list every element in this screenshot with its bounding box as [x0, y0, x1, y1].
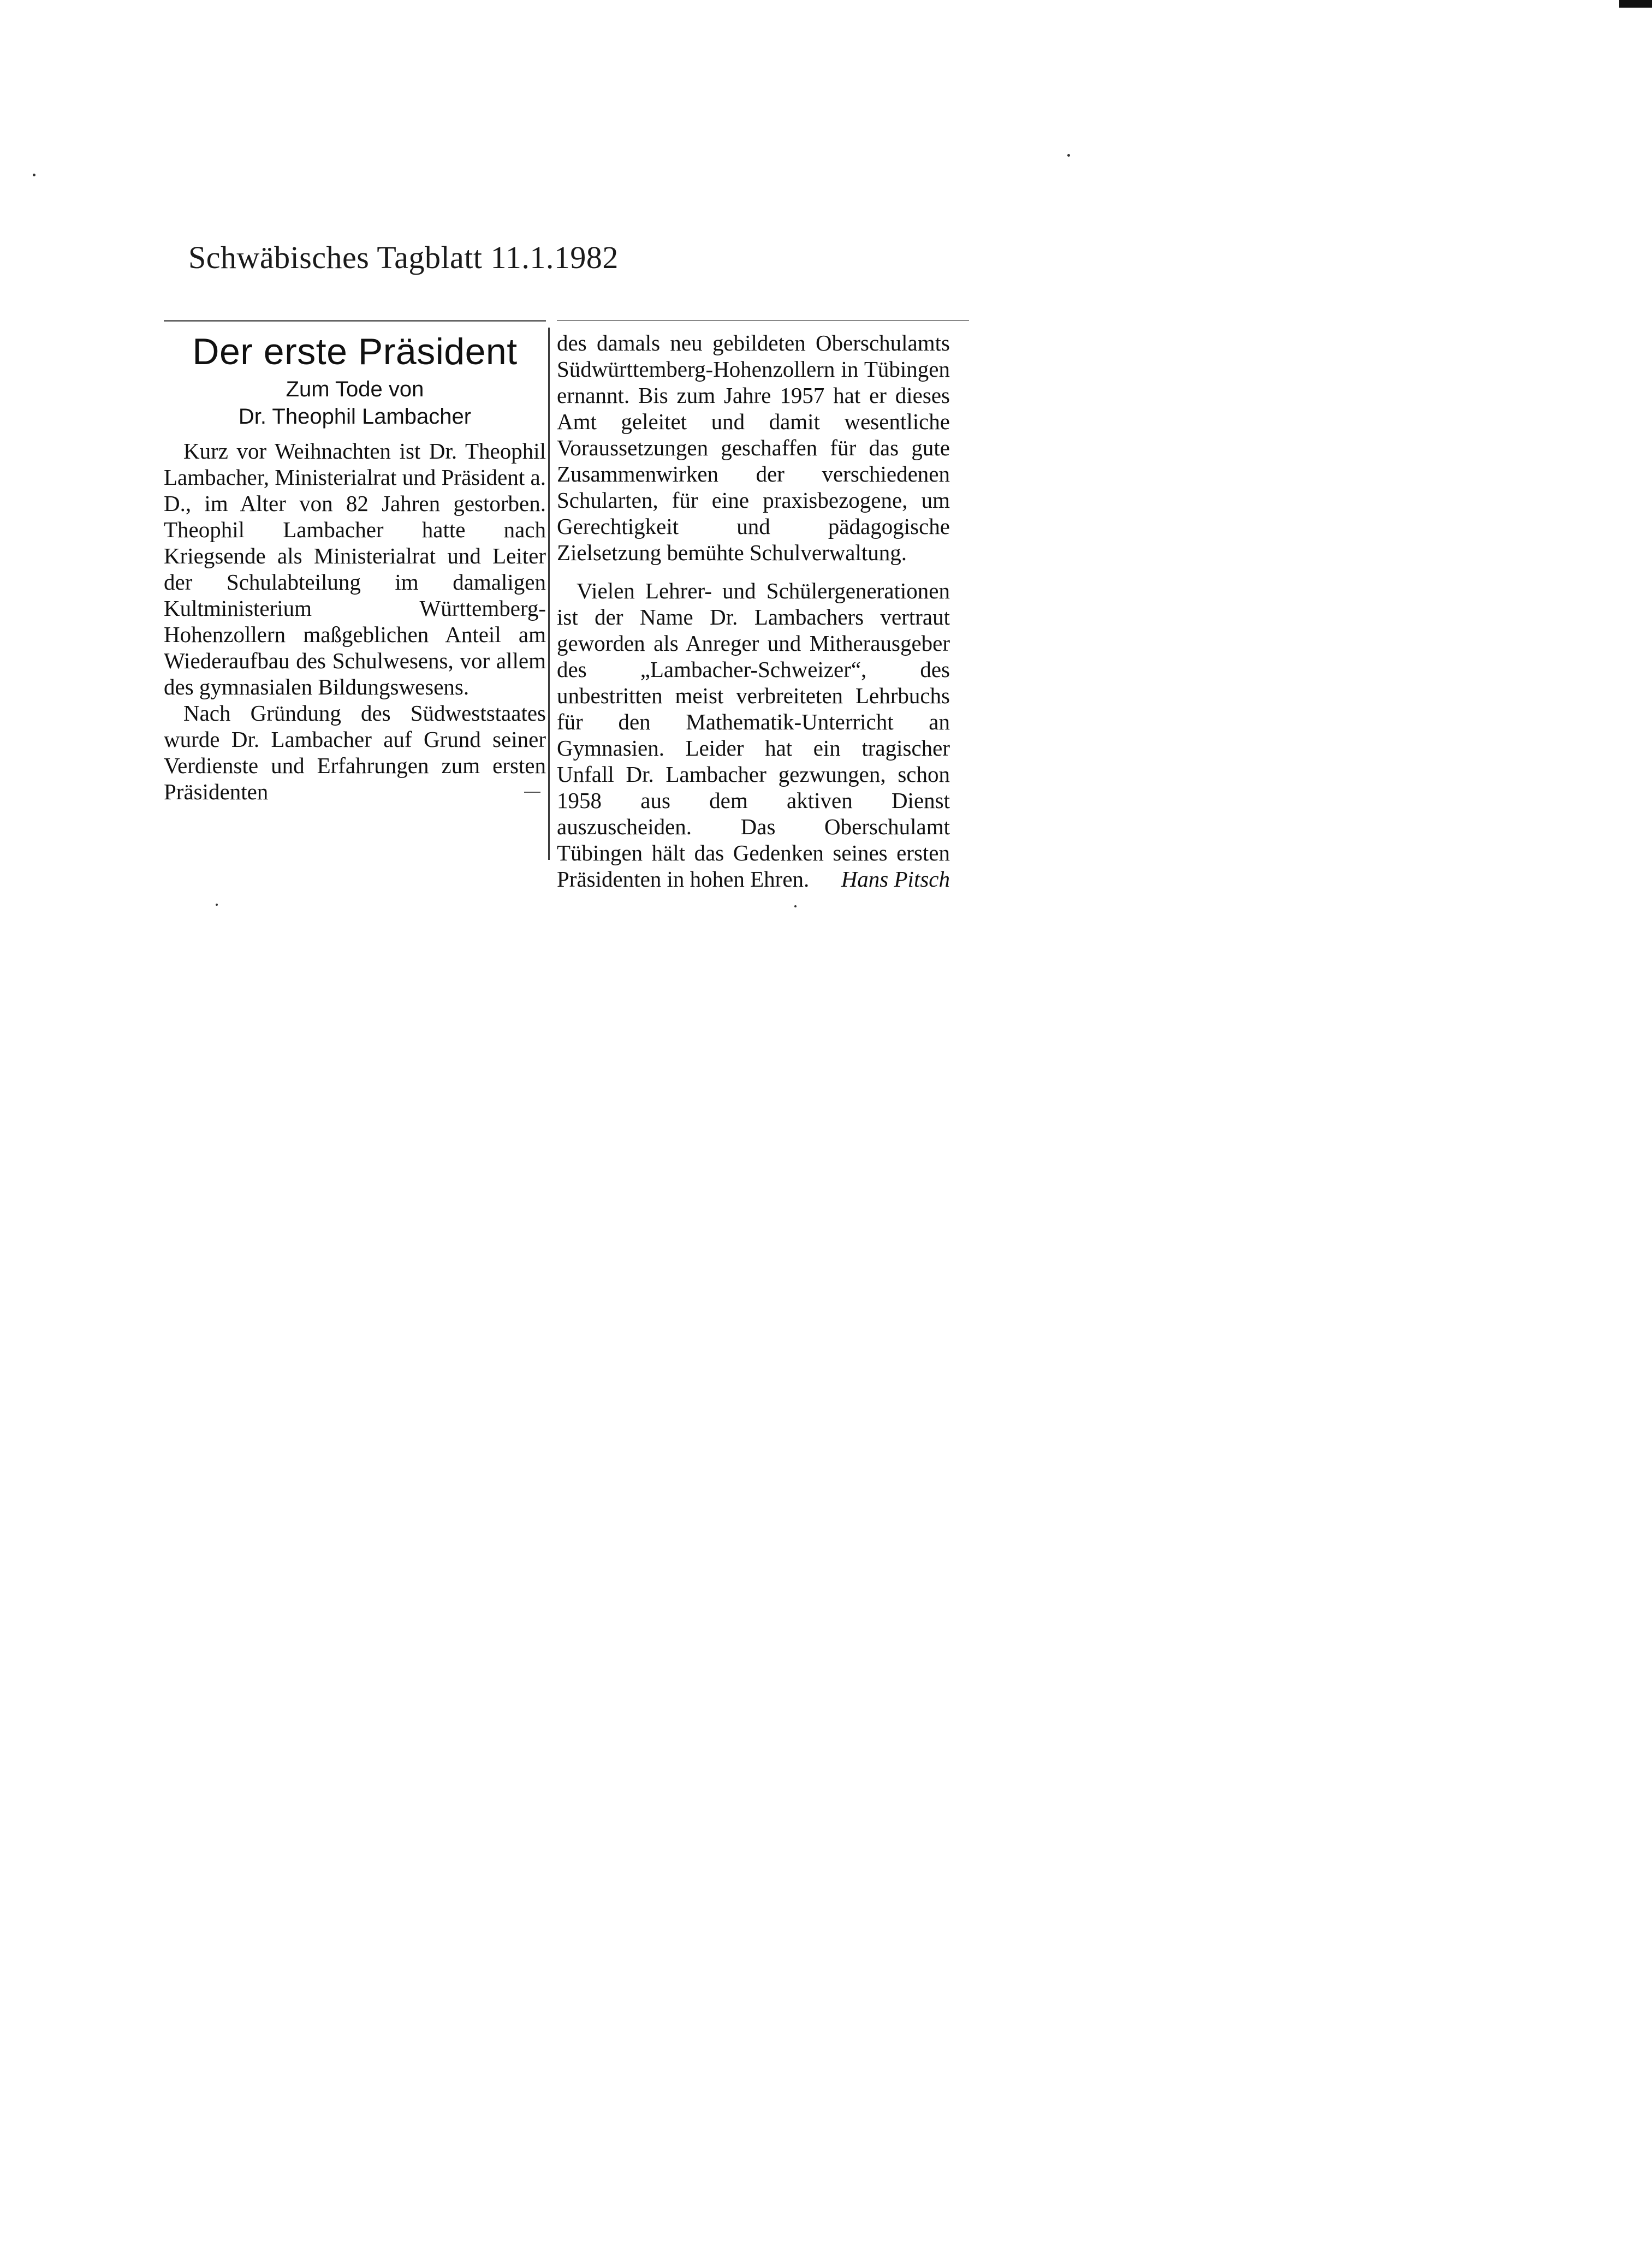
article-headline: Der erste Präsident: [192, 331, 518, 372]
article-paragraph: des damals neu gebildeten Oberschulamts Südwürttemberg-Hohenzollern in Tübingen ernannt. Bis zum Jahre 1957 hat er dieses Amt geleitet und damit wesentliche Voraussetzungen geschaffen für das gute Zusammenwirken der verschiedenen Schularten, für eine praxisbezogene, um Gerechtigkeit und pädagogische Zielsetzung bemühte Schulverwaltung.: [557, 330, 950, 565]
scan-corner-mark: [1619, 0, 1652, 8]
newspaper-clipping: [164, 317, 969, 890]
top-rule: [557, 320, 969, 321]
source-citation: Schwäbisches Tagblatt 11.1.1982: [188, 240, 619, 275]
article-paragraph: Nach Gründung des Südweststaates wurde Dr. Lambacher auf Grund seiner Verdienste und Erfahrungen zum ersten Präsidenten: [164, 700, 546, 804]
subhead-line: Dr. Theophil Lambacher: [238, 405, 472, 429]
article-paragraph: Kurz vor Weihnachten ist Dr. Theophil Lambacher, Ministerialrat und Präsident a. D., im Alter von 82 Jahren gestorben. Theophil Lambacher hatte nach Kriegsende als Ministerialrat und Leiter der Schulabteilung im damaligen Kultministerium Württemberg-Hohenzollern maßgeblichen Anteil am Wiederaufbau des Schulwesens, vor allem des gymnasialen Bildungswesens.: [164, 438, 546, 699]
article-right-column: [557, 330, 950, 892]
subhead-line: Zum Tode von: [286, 377, 424, 401]
top-rule: [164, 320, 546, 322]
paragraph-gap: [557, 566, 950, 578]
column-divider: [548, 328, 550, 860]
paragraph-text: Vielen Lehrer- und Schülergenerationen ist der Name Dr. Lambachers vertraut geworden als Anreger und Mitherausgeber des „Lambacher-Schweizer“, des unbestritten meist verbreiteten Lehrbuchs für den Mathematik-Unterricht an Gymnasien. Leider hat ein tragischer Unfall Dr. Lambacher gezwungen, schon 1958 aus dem aktiven Dienst auszuscheiden. Das Oberschulamt Tübingen hält das Gedenken seines ersten Präsidenten in hohen Ehren.: [557, 578, 950, 892]
scan-speck: [794, 905, 797, 907]
column-end-dash: [524, 792, 540, 793]
scan-speck: [216, 904, 218, 906]
scan-speck: [1067, 154, 1070, 157]
article-left-column: [164, 330, 546, 805]
article-subhead: [164, 376, 546, 430]
article-author: Hans Pitsch: [841, 866, 950, 892]
scan-speck: [33, 174, 35, 176]
article-paragraph: [557, 578, 950, 892]
